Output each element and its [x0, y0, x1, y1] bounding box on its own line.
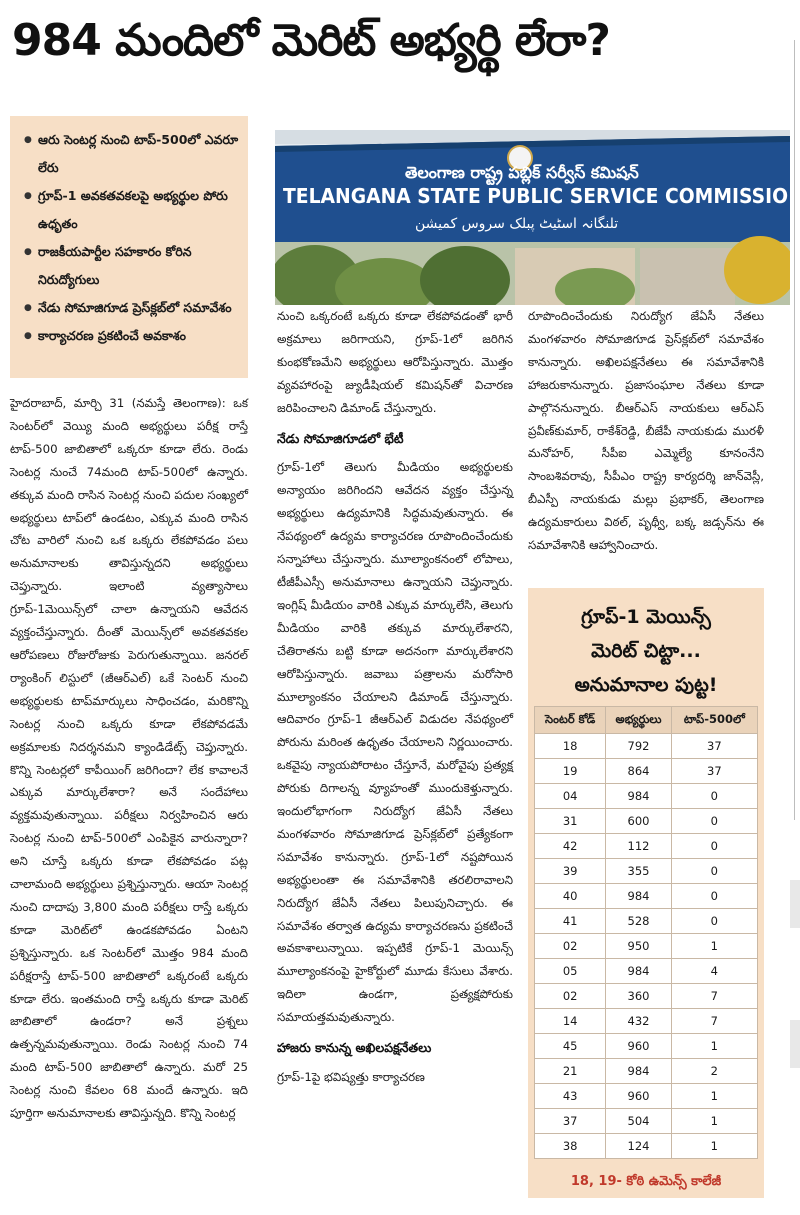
table-row	[535, 734, 758, 759]
highlight-item: ● కార్యాచరణ ప్రకటించే అవకాశం	[24, 322, 240, 350]
merit-table-body	[535, 734, 758, 1159]
tspsc-signboard-image	[275, 130, 790, 305]
column-header: టాప్-500లో	[671, 707, 757, 734]
table-cell: 0	[671, 909, 757, 934]
page-edge	[790, 0, 800, 1215]
article-text: గ్రూప్-1పై భవిష్యత్తు కార్యాచరణ	[277, 1070, 425, 1084]
table-cell: 0	[671, 859, 757, 884]
table-cell: 112	[606, 834, 671, 859]
table-cell: 45	[535, 1034, 606, 1059]
table-cell: 0	[671, 834, 757, 859]
table-cell: 1	[671, 1134, 757, 1159]
table-cell: 37	[535, 1109, 606, 1134]
table-cell: 40	[535, 884, 606, 909]
table-cell: 37	[671, 734, 757, 759]
table-cell: 960	[606, 1084, 671, 1109]
table-cell: 984	[606, 959, 671, 984]
edge-mark	[790, 1020, 800, 1068]
table-cell: 4	[671, 959, 757, 984]
table-row	[535, 1134, 758, 1159]
table-cell: 0	[671, 809, 757, 834]
table-row	[535, 759, 758, 784]
table-cell: 1	[671, 1109, 757, 1134]
merit-table	[534, 706, 758, 1159]
table-cell: 1	[671, 1084, 757, 1109]
table-row	[535, 959, 758, 984]
table-cell: 950	[606, 934, 671, 959]
table-cell: 792	[606, 734, 671, 759]
table-cell: 2	[671, 1059, 757, 1084]
article-text: హైదరాబాద్, మార్చి 31 (నమస్తే తెలంగాణ): ఒక సెంటర్‌లో వెయ్యి మంది అభ్యర్థులు పరీక్ష రాస్తే టాప్-500 జాబితాలో ఒక్కరూ కూడా లేరు. రెండు సెంటర్ల నుంచే 74మంది టాప్-500లో ఉన్నారు. తక్కువ మంది రాసిన సెంటర్ల నుంచి పదుల సంఖ్యలో అభ్యర్థులు టాప్‌లో ఉండటం, ఎక్కువ మంది రాసిన చోట వారిలో నుంచి ఒక ఒక్కరు లేకపోవడం పలు అనుమానాలకు తావిస్తున్నదని అభ్యర్థులు చెప్తున్నారు. ఇలాంటి వ్యత్యాసాలు గ్రూప్-1మెయిన్స్‌లో చాలా ఉన్నాయని ఆవేదన వ్యక్తంచేస్తున్నారు. దీంతో మెయిన్స్‌లో అవకతవకల ఆరోపణలు రోజురోజుకు పెరుగుతున్నాయి. జనరల్ ర్యాంకింగ్ లిస్టులో (జీఆర్‌ఎల్) ఒకే సెంటర్ నుంచి అభ్యర్థులకు టాప్‌మార్కులు సాధించడం, మరికొన్ని సెంటర్ల నుంచి ఒక్కరు కూడా లేకపోవడమే అక్రమాలకు నిదర్శనమని క్యాండిడేట్స్ చెప్తున్నారు. కొన్ని సెంటర్లలో కాపీయింగ్ జరిగిందా? లేక కావాలనే ఎక్కువ మార్కులేశారా? అనే సందేహాలు వ్యక్తమవుతున్నాయి. పరీక్షలు నిర్వహించిన ఆరు సెంటర్ల నుంచి టాప్-500లో ఎంపికైన వారున్నారా? అని చూస్తే ఒక్కరు కూడా లేకపోవడం పట్ల చాలామంది అభ్యర్థులు ప్రశ్నిస్తున్నారు. ఆయా సెంటర్ల నుంచి దాదాపు 3,800 మంది పరీక్షలు రాస్తే ఒక్కరు కూడా మెరిట్‌లో ఉండకపోవడం ఏంటని ప్రశ్నిస్తున్నారు. ఒక సెంటర్‌లో మొత్తం 984 మంది పరీక్షరాస్తే టాప్-500 జాబితాలో ఒక్కరంటే ఒక్కరు కూడా లేరు. ఇంతమంది రాస్తే ఒక్కరు కూడా మెరిట్ జాబితాలో ఉండరా? అనే ప్రశ్నలు ఉత్పన్నమవుతున్నాయి. రెండు సెంటర్ల నుంచి 74 మంది టాప్-500 జాబితాలో ఉన్నారు. మరో 25 సెంటర్ల నుంచి కేవలం 68 మందే ఉన్నారు. ఇది పూర్తిగా అనుమానాలకు తావిస్తున్నది. కొన్ని సెంటర్ల	[10, 396, 248, 1121]
table-row	[535, 784, 758, 809]
headline: 984 మందిలో మెరిట్ అభ్యర్థి లేరా?	[12, 15, 610, 66]
sign-english: TELANGANA STATE PUBLIC SERVICE COMMISSIO	[283, 184, 788, 208]
article-column-2	[277, 305, 513, 1089]
subheading: హాజరు కానున్న అఖిలపక్షనేతలు	[277, 1040, 432, 1056]
table-cell: 7	[671, 1009, 757, 1034]
table-header-row	[535, 707, 758, 734]
article-text: గ్రూప్-1లో తెలుగు మీడియం అభ్యర్థులకు అన్యాయం జరిగిందని ఆవేదన వ్యక్తం చేస్తున్న అభ్యర్థులు ఉద్యమానికి సిద్ధమవుతున్నారు. ఈ నేపథ్యంలో ఉద్యమ కార్యాచరణ రూపొందించేందుకు సన్నాహాలు చేస్తున్నారు. మూల్యాంకనంలో లోపాలు, టీజీపీఎస్సీ అనుమానాలు ఉన్నాయని చెప్తున్నారు. ఇంగ్లిష్ మీడియం వారికి ఎక్కువ మార్కులేసి, తెలుగు మీడియం వారికి తక్కువ మార్కులేశారని, చేతిరాతను బట్టి కూడా అదనంగా మార్కులేశారని ఆరోపిస్తున్నారు. జవాబు పత్రాలను మరోసారి మూల్యాంకనం చేయాలని డిమాండ్ చేస్తున్నారు. ఆదివారం గ్రూప్-1 జీఆర్‌ఎల్ విడుదల నేపథ్యంలో పోరును మరింత ఉధృతం చేయాలని నిర్ణయించారు. ఒకవైపు న్యాయపోరాటం చేస్తూనే, మరోవైపు ప్రత్యక్ష పోరుకు దిగాలన్న వ్యూహంతో ముందుకెళ్తున్నారు. ఇందులోభాగంగా నిరుద్యోగ జేఏసీ నేతలు మంగళవారం సోమాజిగూడ ప్రెస్‌క్లబ్‌లో ప్రత్యేకంగా సమావేశం కానున్నారు. గ్రూప్-1లో నష్టపోయిన అభ్యర్థులంతా ఈ సమావేశానికి తరలిరావాలని నిరుద్యోగ జేఏసీ నేతలు పిలుపునిచ్చారు. ఈ సమావేశం తర్వాత ఉద్యమ కార్యాచరణను ప్రకటించే అవకాశాలున్నాయి. ఇప్పటికే గ్రూప్-1 మెయిన్స్ మూల్యాంకనంపై హైకోర్టులో మూడు కేసులు వేశారు. ఇదిలా ఉండగా, ప్రత్యక్షపోరుకు సమాయత్తమవుతున్నారు.	[277, 460, 513, 1025]
table-row	[535, 1034, 758, 1059]
table-cell: 1	[671, 1034, 757, 1059]
table-cell: 600	[606, 809, 671, 834]
table-cell: 38	[535, 1134, 606, 1159]
table-row	[535, 984, 758, 1009]
highlight-item: ● ఆరు సెంటర్ల నుంచి టాప్-500లో ఎవరూ లేరు	[24, 126, 240, 182]
table-cell: 864	[606, 759, 671, 784]
table-row	[535, 1009, 758, 1034]
article-column-3	[528, 305, 764, 557]
table-cell: 124	[606, 1134, 671, 1159]
table-cell: 984	[606, 884, 671, 909]
table-cell: 0	[671, 884, 757, 909]
table-row	[535, 1084, 758, 1109]
article-column-1	[10, 392, 248, 1125]
highlights-box	[10, 116, 248, 378]
table-row	[535, 834, 758, 859]
table-cell: 39	[535, 859, 606, 884]
table-row	[535, 884, 758, 909]
subheading: నేడు సోమాజిగూడలో భేటీ	[277, 430, 404, 446]
table-row	[535, 859, 758, 884]
highlight-item: ● రాజకీయపార్టీల సహకారం కోరిన నిరుద్యోగులు	[24, 238, 240, 294]
edge-rule	[794, 40, 795, 820]
sign-telugu: తెలంగాణ రాష్ట్ర పబ్లిక్ సర్వీస్ కమిషన్	[405, 163, 639, 182]
table-cell: 37	[671, 759, 757, 784]
table-row	[535, 1059, 758, 1084]
table-cell: 528	[606, 909, 671, 934]
highlight-item: ● గ్రూప్-1 అవకతవకలపై అభ్యర్థుల పోరు ఉధృతం	[24, 182, 240, 238]
table-row	[535, 909, 758, 934]
article-text: రూపొందించేందుకు నిరుద్యోగ జేఏసీ నేతలు మంగళవారం సోమాజిగూడ ప్రెస్‌క్లబ్‌లో సమావేశం కానున్నారు. అఖిలపక్షనేతలు ఈ సమావేశానికి హాజరుకానున్నారు. ప్రజాసంఘాల నేతలు కూడా పాల్గొననున్నారు. బీఆర్‌ఎస్ నాయకులు ఆర్‌ఎస్ ప్రవీణ్‌కుమార్, రాకేశ్‌రెడ్డి, బీజేపీ నాయకుడు మురళీ మనోహర్, సీపీఐ ఎమ్మెల్యే కూనంనేని సాంబశివరావు, సీపీఎం రాష్ట్ర కార్యదర్శి జాన్‌వెస్లీ, బీఎస్పీ నాయకుడు మల్లు ప్రభాకర్, తెలంగాణ ఉద్యమకారులు విఠల్, పృథ్వీ, బక్క జడ్సన్‌ను ఈ సమావేశానికి ఆహ్వానించారు.	[528, 309, 764, 553]
edge-mark	[790, 880, 800, 928]
table-cell: 432	[606, 1009, 671, 1034]
sign-urdu: تلنگانہ اسٹیٹ پبلک سروس کمیشن	[415, 216, 619, 232]
table-cell: 05	[535, 959, 606, 984]
table-row	[535, 809, 758, 834]
table-cell: 02	[535, 984, 606, 1009]
column-header: సెంటర్ కోడ్	[535, 707, 606, 734]
table-cell: 21	[535, 1059, 606, 1084]
table-cell: 0	[671, 784, 757, 809]
table-cell: 18	[535, 734, 606, 759]
table-row	[535, 1109, 758, 1134]
table-cell: 14	[535, 1009, 606, 1034]
table-cell: 960	[606, 1034, 671, 1059]
table-cell: 42	[535, 834, 606, 859]
tspsc-photo	[275, 130, 790, 305]
merit-title-line: అనుమానాల పుట్ట!	[574, 674, 718, 696]
highlight-item: ● నేడు సోమాజిగూడ ప్రెస్‌క్లబ్‌లో సమావేశం	[24, 294, 240, 322]
table-cell: 360	[606, 984, 671, 1009]
merit-box-footer: 18, 19- కోఠి ఉమెన్స్ కాలేజీ	[570, 1174, 722, 1189]
column-header: అభ్యర్థులు	[606, 707, 671, 734]
table-cell: 04	[535, 784, 606, 809]
merit-title-line: మెరిట్ చిట్టా...	[591, 640, 701, 662]
merit-list-box	[528, 588, 764, 1198]
table-cell: 984	[606, 784, 671, 809]
table-cell: 1	[671, 934, 757, 959]
table-cell: 31	[535, 809, 606, 834]
merit-box-title	[528, 588, 764, 702]
table-cell: 43	[535, 1084, 606, 1109]
article-text: నుంచి ఒక్కరంటే ఒక్కరు కూడా లేకపోవడంతో భారీ అక్రమాలు జరిగాయని, గ్రూప్-1లో జరిగిన కుంభకోణమేని అభ్యర్థులు ఆరోపిస్తున్నారు. మొత్తం వ్యవహారంపై జ్యుడీషియల్ కమిషన్‌తో విచారణ జరిపించాలని డిమాండ్ చేస్తున్నారు.	[277, 309, 513, 415]
table-cell: 19	[535, 759, 606, 784]
table-cell: 7	[671, 984, 757, 1009]
table-row	[535, 934, 758, 959]
table-cell: 02	[535, 934, 606, 959]
table-cell: 504	[606, 1109, 671, 1134]
table-cell: 355	[606, 859, 671, 884]
table-cell: 41	[535, 909, 606, 934]
table-cell: 984	[606, 1059, 671, 1084]
merit-title-line: గ్రూప్-1 మెయిన్స్	[581, 606, 711, 628]
